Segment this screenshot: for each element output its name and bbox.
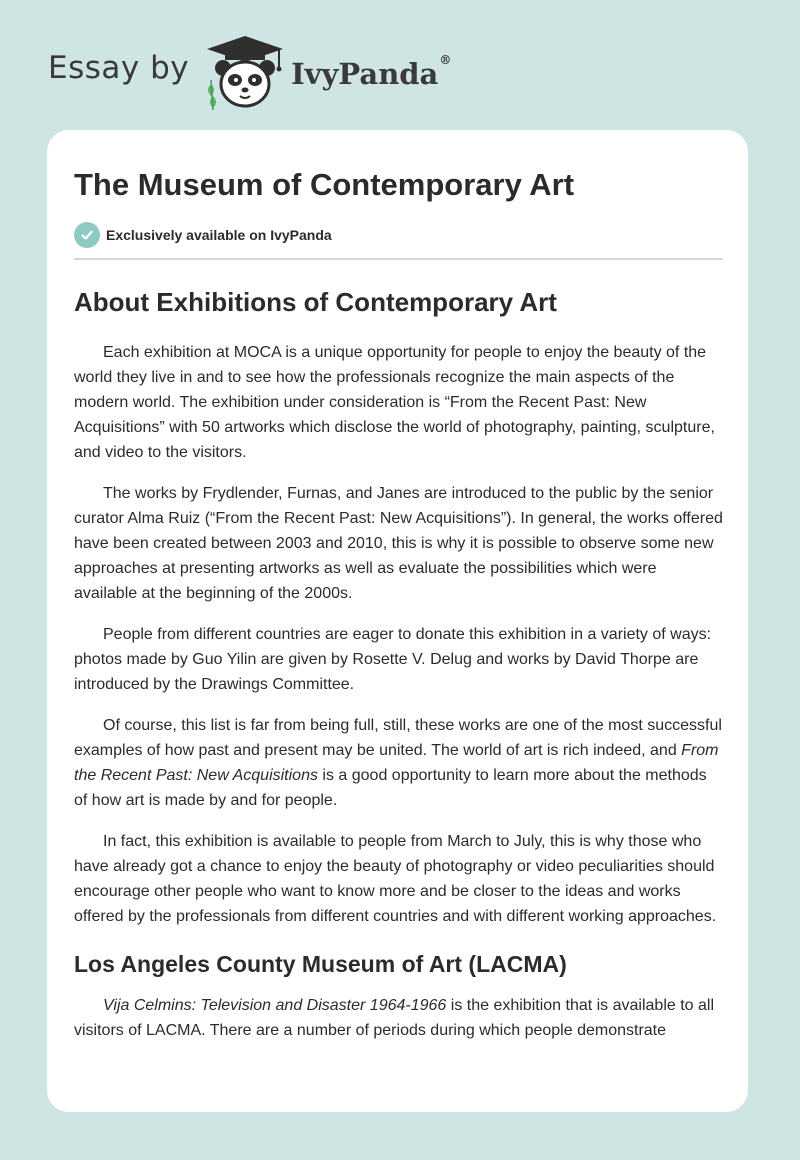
essay-by-label: Essay by [48, 50, 190, 86]
essay-card [47, 130, 748, 1112]
paragraph: Each exhibition at MOCA is a unique opportunity for people to enjoy the beauty of the world they live in and to see how the professionals recognize the main aspects of the modern world. The exhibition under consideration is “From the Recent Past: New Acquisitions” with 50 artworks which disclose the world of photography, painting, sculpture, and video to the visitors. [74, 344, 715, 461]
paragraph: The works by Frydlender, Furnas, and Janes are introduced to the public by the senior curator Alma Ruiz (“From the Recent Past: New Acquisitions”). In general, the works offered have been created between 2003 and 2010, this is why it is possible to observe some new approaches at presenting artworks as well as evaluate the possibilities which were available at the beginning of the 2000s. [74, 485, 723, 602]
title-divider [74, 258, 723, 260]
ivypanda-logo-icon[interactable] [203, 34, 287, 110]
paragraph: In fact, this exhibition is available to people from March to July, this is why those who have already got a chance to enjoy the beauty of photography or video peculiarities should encourage other people who want to know more and be closer to the ideas and works offered by the professionals from different countries and with different working approaches. [74, 833, 717, 925]
page-title: The Museum of Contemporary Art [74, 167, 575, 202]
exclusive-badge [74, 222, 723, 248]
exclusive-badge-text: Exclusively available on IvyPanda [106, 227, 332, 243]
exhibition-title-italic: From the Recent Past: New Acquisitions [74, 742, 719, 784]
paragraph: People from different countries are eager to donate this exhibition in a variety of ways: photos made by Guo Yilin are given by Rosette V. Delug and works by David Thorpe are introduced by the Drawings Committee. [74, 626, 712, 693]
registered-mark: ® [439, 53, 452, 67]
section-heading-lacma: Los Angeles County Museum of Art (LACMA) [74, 951, 567, 977]
paragraph: Of course, this list is far from being full, still, these works are one of the most successful examples of how past and present may be united. The world of art is rich indeed, and From the Recent Past: New Acquisitions is a good opportunity to learn more about the methods of how art is made by and for people. [74, 717, 722, 809]
paragraph: Vija Celmins: Television and Disaster 1964-1966 is the exhibition that is available to all visitors of LACMA. There are a number of periods during which people demonstrate [74, 997, 715, 1039]
brand-name[interactable]: IvyPanda® [291, 53, 452, 91]
section-heading-exhibitions: About Exhibitions of Contemporary Art [74, 287, 557, 317]
essay-content [74, 130, 723, 1043]
site-header [48, 32, 451, 112]
check-icon [74, 222, 100, 248]
exhibition-title-italic: Vija Celmins: Television and Disaster 1964-1966 [103, 997, 447, 1014]
